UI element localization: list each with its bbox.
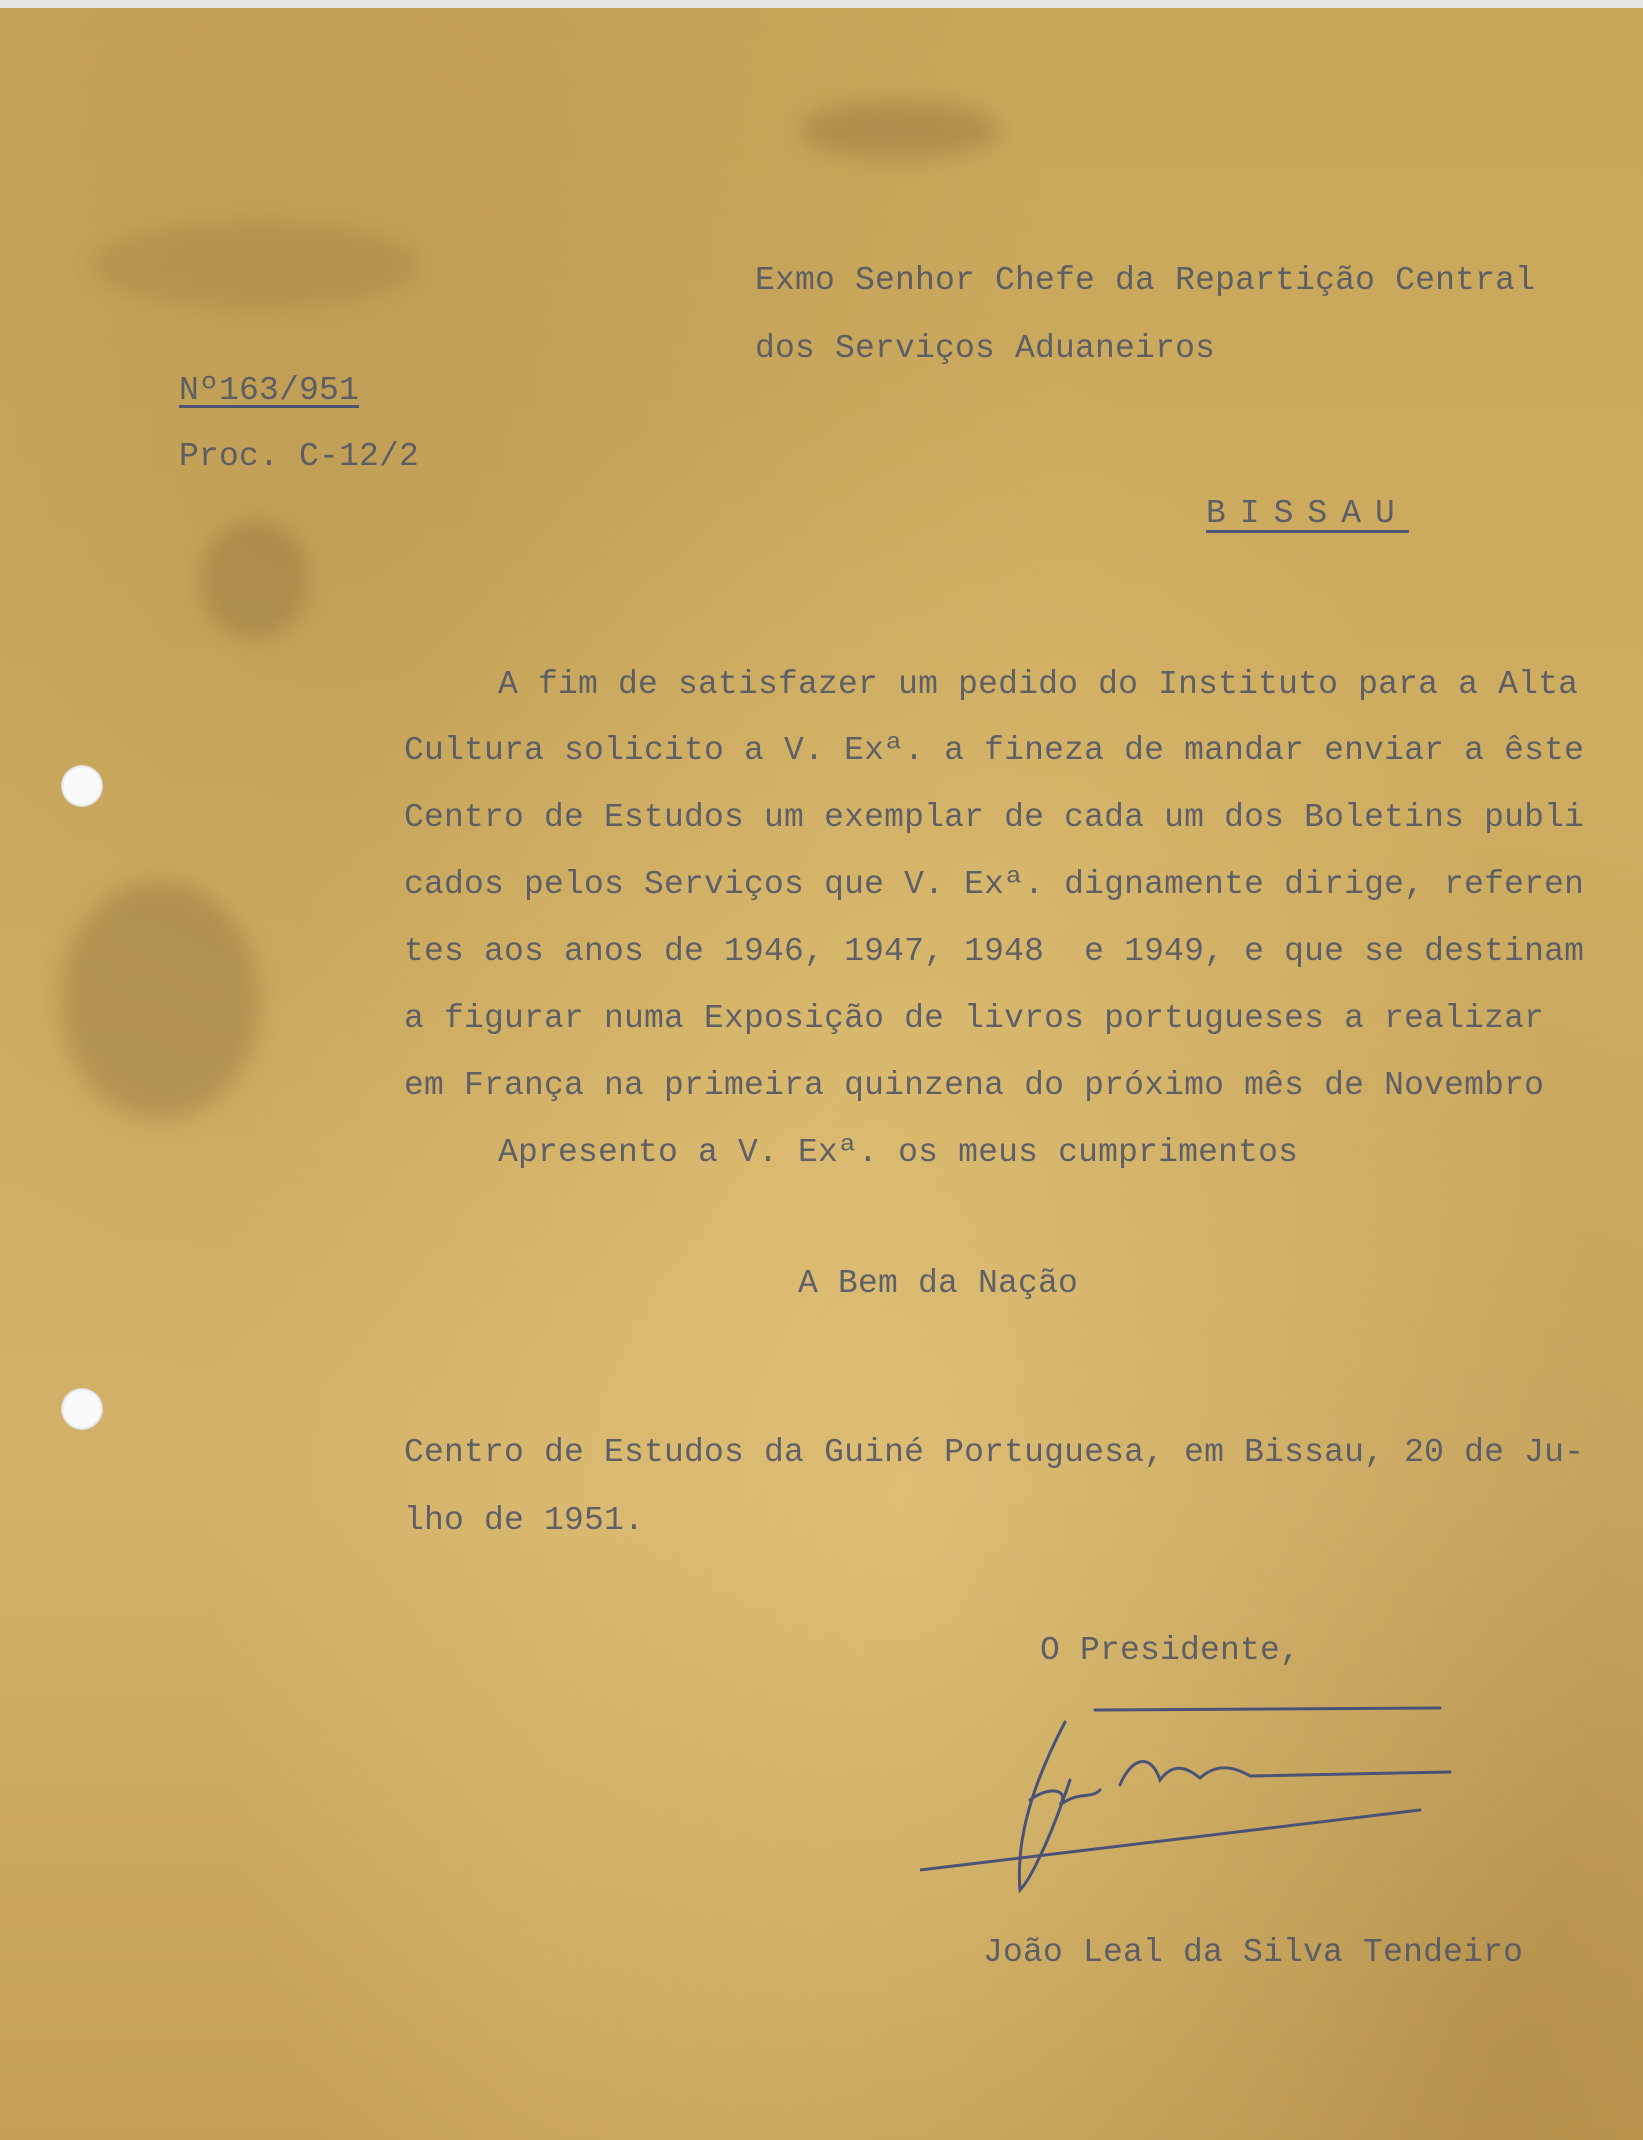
punch-hole: [61, 1388, 103, 1430]
body-line: a figurar numa Exposição de livros portugueses a realizar: [404, 1000, 1545, 1037]
place-date-line: Centro de Estudos da Guiné Portuguesa, em Bissau, 20 de Ju-: [404, 1434, 1585, 1471]
handwritten-signature: [920, 1690, 1460, 1900]
signatory-title: O Presidente,: [1040, 1632, 1301, 1669]
body-line: Centro de Estudos um exemplar de cada um dos Boletins publi: [404, 799, 1585, 836]
body-line: cados pelos Serviços que V. Exª. dignamente dirige, referen: [404, 866, 1585, 903]
addressee-line: Exmo Senhor Chefe da Repartição Central: [755, 262, 1536, 299]
body-line: em França na primeira quinzena do próximo mês de Novembro: [404, 1067, 1545, 1104]
closing-line: A Bem da Nação: [798, 1265, 1079, 1302]
signatory-name: João Leal da Silva Tendeiro: [983, 1934, 1524, 1971]
paper-stain: [60, 880, 260, 1120]
body-line: A fim de satisfazer um pedido do Instituto para a Alta: [498, 666, 1579, 703]
paper-stain: [800, 100, 1000, 160]
paper-stain: [200, 520, 310, 640]
paper-stain: [90, 220, 420, 310]
process-number: Proc. C-12/2: [179, 438, 420, 475]
city-heading: BISSAU: [1206, 495, 1409, 532]
greeting-line: Apresento a V. Exª. os meus cumprimentos: [498, 1134, 1299, 1171]
addressee-line: dos Serviços Aduaneiros: [755, 330, 1216, 367]
place-date-line: lho de 1951.: [404, 1502, 645, 1539]
body-line: tes aos anos de 1946, 1947, 1948 e 1949, e que se destinam: [404, 933, 1585, 970]
body-line: Cultura solicito a V. Exª. a fineza de mandar enviar a êste: [404, 732, 1585, 769]
reference-number: Nº163/951: [179, 372, 360, 409]
page-top-edge: [0, 0, 1643, 8]
punch-hole: [61, 765, 103, 807]
